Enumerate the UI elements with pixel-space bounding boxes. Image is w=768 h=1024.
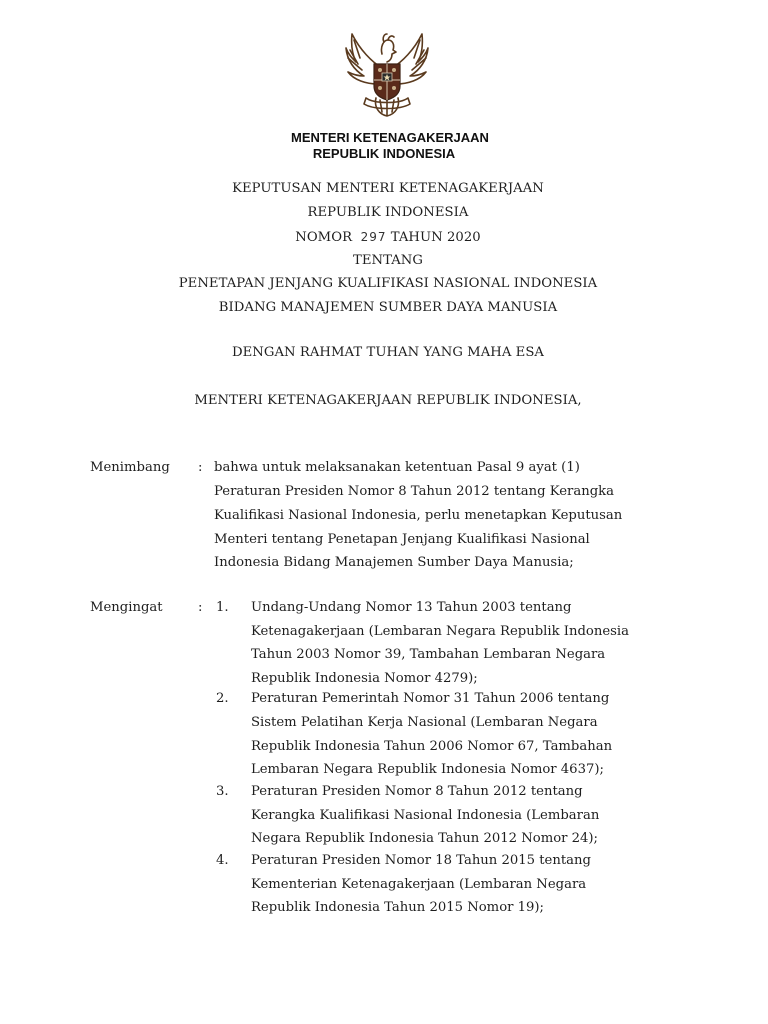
item-number: 4. — [216, 853, 229, 868]
item-line: Peraturan Presiden Nomor 8 Tahun 2012 tentang — [251, 784, 583, 799]
menimbang-line: Kualifikasi Nasional Indonesia, perlu menetapkan Keputusan — [214, 508, 623, 523]
decree-title-line1: KEPUTUSAN MENTERI KETENAGAKERJAAN — [232, 181, 544, 196]
menimbang-line: Indonesia Bidang Manajemen Sumber Daya Manusia; — [214, 555, 574, 570]
item-line: Sistem Pelatihan Kerja Nasional (Lembaran Negara — [251, 715, 598, 730]
nomor-suffix: TAHUN 2020 — [390, 230, 481, 245]
item-number: 2. — [216, 691, 229, 706]
subject-line2: BIDANG MANAJEMEN SUMBER DAYA MANUSIA — [218, 300, 558, 315]
tentang-heading: TENTANG — [353, 253, 423, 268]
item-line: Lembaran Negara Republik Indonesia Nomor 4637); — [251, 762, 604, 777]
item-line: Peraturan Presiden Nomor 18 Tahun 2015 tentang — [251, 853, 591, 868]
mengingat-colon: : — [198, 600, 203, 615]
item-number: 3. — [216, 784, 229, 799]
item-number: 1. — [216, 600, 229, 615]
menimbang-line: Menteri tentang Penetapan Jenjang Kualifikasi Nasional — [214, 532, 590, 547]
mengingat-label: Mengingat — [90, 600, 163, 615]
item-line: Republik Indonesia Tahun 2015 Nomor 19); — [251, 900, 544, 915]
item-line: Peraturan Pemerintah Nomor 31 Tahun 2006 tentang — [251, 691, 610, 706]
garuda-pancasila-emblem-icon — [338, 28, 436, 120]
item-line: Ketenagakerjaan (Lembaran Negara Republik Indonesia — [251, 624, 629, 639]
menimbang-colon: : — [198, 460, 203, 475]
item-line: Tahun 2003 Nomor 39, Tambahan Lembaran Negara — [251, 647, 606, 662]
ministry-name-line1: MENTERI KETENAGAKERJAAN — [291, 130, 489, 145]
item-line: Kerangka Kualifikasi Nasional Indonesia (Lembaran — [251, 808, 600, 823]
decree-title-line2: REPUBLIK INDONESIA — [307, 205, 469, 220]
ministry-name-line2: REPUBLIK INDONESIA — [312, 146, 456, 161]
decree-number-line — [0, 229, 768, 246]
item-line: Republik Indonesia Nomor 4279); — [251, 671, 478, 686]
menimbang-label: Menimbang — [90, 460, 170, 475]
nomor-value: 297 — [360, 230, 387, 244]
item-line: Kementerian Ketenagakerjaan (Lembaran Negara — [251, 877, 587, 892]
item-line: Republik Indonesia Tahun 2006 Nomor 67, Tambahan — [251, 739, 613, 754]
authority-line: MENTERI KETENAGAKERJAAN REPUBLIK INDONESIA, — [194, 393, 582, 408]
nomor-prefix: NOMOR — [295, 230, 353, 245]
item-line: Negara Republik Indonesia Tahun 2012 Nomor 24); — [251, 831, 599, 846]
menimbang-line: Peraturan Presiden Nomor 8 Tahun 2012 tentang Kerangka — [214, 484, 614, 499]
subject-line1: PENETAPAN JENJANG KUALIFIKASI NASIONAL INDONESIA — [178, 276, 598, 291]
menimbang-line: bahwa untuk melaksanakan ketentuan Pasal 9 ayat (1) — [214, 460, 580, 475]
blessing-line: DENGAN RAHMAT TUHAN YANG MAHA ESA — [232, 345, 544, 360]
item-line: Undang-Undang Nomor 13 Tahun 2003 tentang — [251, 600, 572, 615]
